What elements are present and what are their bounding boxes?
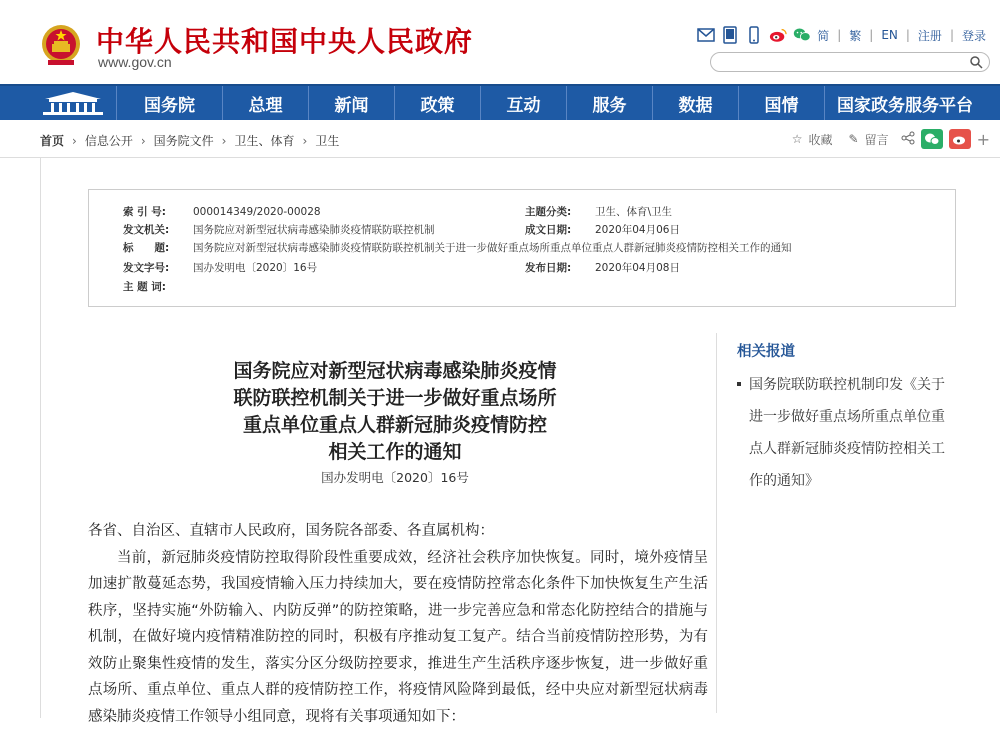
mobile-icon[interactable] [745, 26, 763, 44]
breadcrumb-info-disclosure[interactable]: 信息公开 [85, 132, 133, 149]
article-paragraph: 当前，新冠肺炎疫情防控取得阶段性重要成效，经济社会秩序加快恢复。同时，境外疫情呈加速扩散蔓延态势，我国疫情输入压力持续加大，要在疫情防控常态化条件下加快恢复生产生活秩序，坚持实施“外防输入、内防反弹”的防控策略，进一步完善应急和常态化防控结合的措施与机制，在做好境内疫情精准防控的同时，积极有序推动复工复产。结合当前疫情防控形势，为有效防止聚集性疫情的发生，落实分区分级防控要求，推进生产生活秩序逐步恢复，进一步做好重点场所、重点单位、重点人群的疫情防控工作，将疫情风险降到最低，经中央应对新型冠状病毒感染肺炎疫情工作领导小组同意，现将有关事项通知如下： [88, 545, 708, 730]
tool-separator: | [869, 28, 873, 42]
breadcrumb-home[interactable]: 首页 [40, 132, 64, 149]
meta-row-title [123, 240, 792, 255]
nav-item-gov-service-platform[interactable]: 国家政务服务平台 [824, 86, 984, 120]
site-header [0, 0, 1000, 84]
document-metadata-table [88, 189, 956, 307]
site-url[interactable]: www.gov.cn [98, 54, 172, 70]
meta-row-index [123, 204, 321, 219]
search-input[interactable] [710, 52, 990, 72]
share-tools [792, 129, 990, 149]
weibo-share-icon[interactable] [949, 129, 971, 149]
article-body [88, 518, 708, 730]
comment-button[interactable]: 留言 [865, 131, 889, 148]
meta-row-issuer [123, 222, 435, 237]
weibo-icon[interactable] [769, 26, 787, 44]
meta-label: 发布日期: [525, 260, 595, 275]
wechat-icon[interactable] [793, 26, 811, 44]
related-item-link[interactable]: 国务院联防联控机制印发《关于进一步做好重点场所重点单位重点人群新冠肺炎疫情防控相关工作的通知》 [737, 369, 957, 497]
chevron-right-icon: › [222, 134, 227, 148]
related-reports-title: 相关报道 [737, 340, 795, 361]
nav-item-data[interactable]: 数据 [652, 86, 738, 120]
search-icon[interactable] [969, 55, 983, 69]
nav-item-news[interactable]: 新闻 [308, 86, 394, 120]
article-title-line: 重点单位重点人群新冠肺炎疫情防控 [180, 412, 610, 439]
article-title-line: 国务院应对新型冠状病毒感染肺炎疫情 [180, 358, 610, 385]
nav-item-national-info[interactable]: 国情 [738, 86, 824, 120]
meta-label: 标 题: [123, 240, 193, 255]
tool-separator: | [906, 28, 910, 42]
article-title-line: 相关工作的通知 [180, 439, 610, 466]
mail-icon[interactable] [697, 26, 715, 44]
simplified-chinese-link[interactable]: 简 [817, 27, 829, 44]
meta-label: 索 引 号: [123, 204, 193, 219]
meta-row-written-date [525, 222, 680, 237]
nav-item-state-council[interactable]: 国务院 [116, 86, 222, 120]
nav-item-interaction[interactable]: 互动 [480, 86, 566, 120]
meta-label: 发文机关: [123, 222, 193, 237]
top-tools [697, 26, 986, 44]
related-list [737, 369, 957, 497]
meta-value: 卫生、体育\卫生 [595, 206, 672, 218]
nav-item-policy[interactable]: 政策 [394, 86, 480, 120]
login-link[interactable]: 登录 [962, 27, 986, 44]
breadcrumb-health[interactable]: 卫生 [315, 132, 339, 149]
main-nav [0, 84, 1000, 120]
breadcrumb-health-sports[interactable]: 卫生、体育 [234, 132, 294, 149]
share-icon[interactable] [901, 131, 915, 148]
english-link[interactable]: EN [881, 28, 898, 42]
tool-separator: | [837, 28, 841, 42]
meta-label: 主题分类: [525, 204, 595, 219]
meta-row-doc-number [123, 260, 317, 275]
nav-item-premier[interactable]: 总理 [222, 86, 308, 120]
related-item[interactable] [737, 369, 957, 497]
nav-item-services[interactable]: 服务 [566, 86, 652, 120]
wechat-share-icon[interactable] [921, 129, 943, 149]
content-left-border [40, 158, 41, 718]
star-icon[interactable]: ☆ [792, 132, 803, 146]
pencil-icon[interactable]: ✎ [849, 132, 859, 146]
meta-value: 国务院应对新型冠状病毒感染肺炎疫情联防联控机制 [193, 224, 435, 236]
site-title[interactable]: 中华人民共和国中央人民政府 [96, 20, 473, 60]
traditional-chinese-link[interactable]: 繁 [849, 27, 861, 44]
meta-value: 2020年04月08日 [595, 262, 680, 274]
tool-separator: | [950, 28, 954, 42]
chevron-right-icon: › [72, 134, 77, 148]
meta-value: 000014349/2020-00028 [193, 206, 321, 218]
meta-row-subject [123, 279, 193, 294]
meta-value: 国务院应对新型冠状病毒感染肺炎疫情联防联控机制关于进一步做好重点场所重点单位重点人群新冠肺炎疫情防控相关工作的通知 [193, 242, 792, 254]
article-title [180, 358, 610, 466]
chevron-right-icon: › [141, 134, 146, 148]
related-reports [716, 333, 1000, 713]
article-salutation: 各省、自治区、直辖市人民政府，国务院各部委、各直属机构： [88, 518, 708, 545]
favorite-button[interactable]: 收藏 [809, 131, 833, 148]
article-doc-number: 国办发明电〔2020〕16号 [180, 468, 610, 486]
breadcrumb-bar [0, 120, 1000, 158]
breadcrumb-state-council-docs[interactable]: 国务院文件 [154, 132, 214, 149]
bullet-icon [737, 382, 741, 386]
nav-home-icon[interactable] [30, 86, 116, 120]
meta-label: 成文日期: [525, 222, 595, 237]
breadcrumb [40, 132, 339, 149]
meta-value: 国办发明电〔2020〕16号 [193, 262, 317, 274]
meta-row-published-date [525, 260, 680, 275]
register-link[interactable]: 注册 [918, 27, 942, 44]
chevron-right-icon: › [303, 134, 308, 148]
national-emblem-icon[interactable] [40, 22, 82, 68]
more-share-icon[interactable]: + [977, 130, 990, 149]
meta-row-category [525, 204, 672, 219]
meta-value: 2020年04月06日 [595, 224, 680, 236]
tablet-icon[interactable] [721, 26, 739, 44]
article-title-line: 联防联控机制关于进一步做好重点场所 [180, 385, 610, 412]
meta-label: 主 题 词: [123, 279, 193, 294]
meta-label: 发文字号: [123, 260, 193, 275]
